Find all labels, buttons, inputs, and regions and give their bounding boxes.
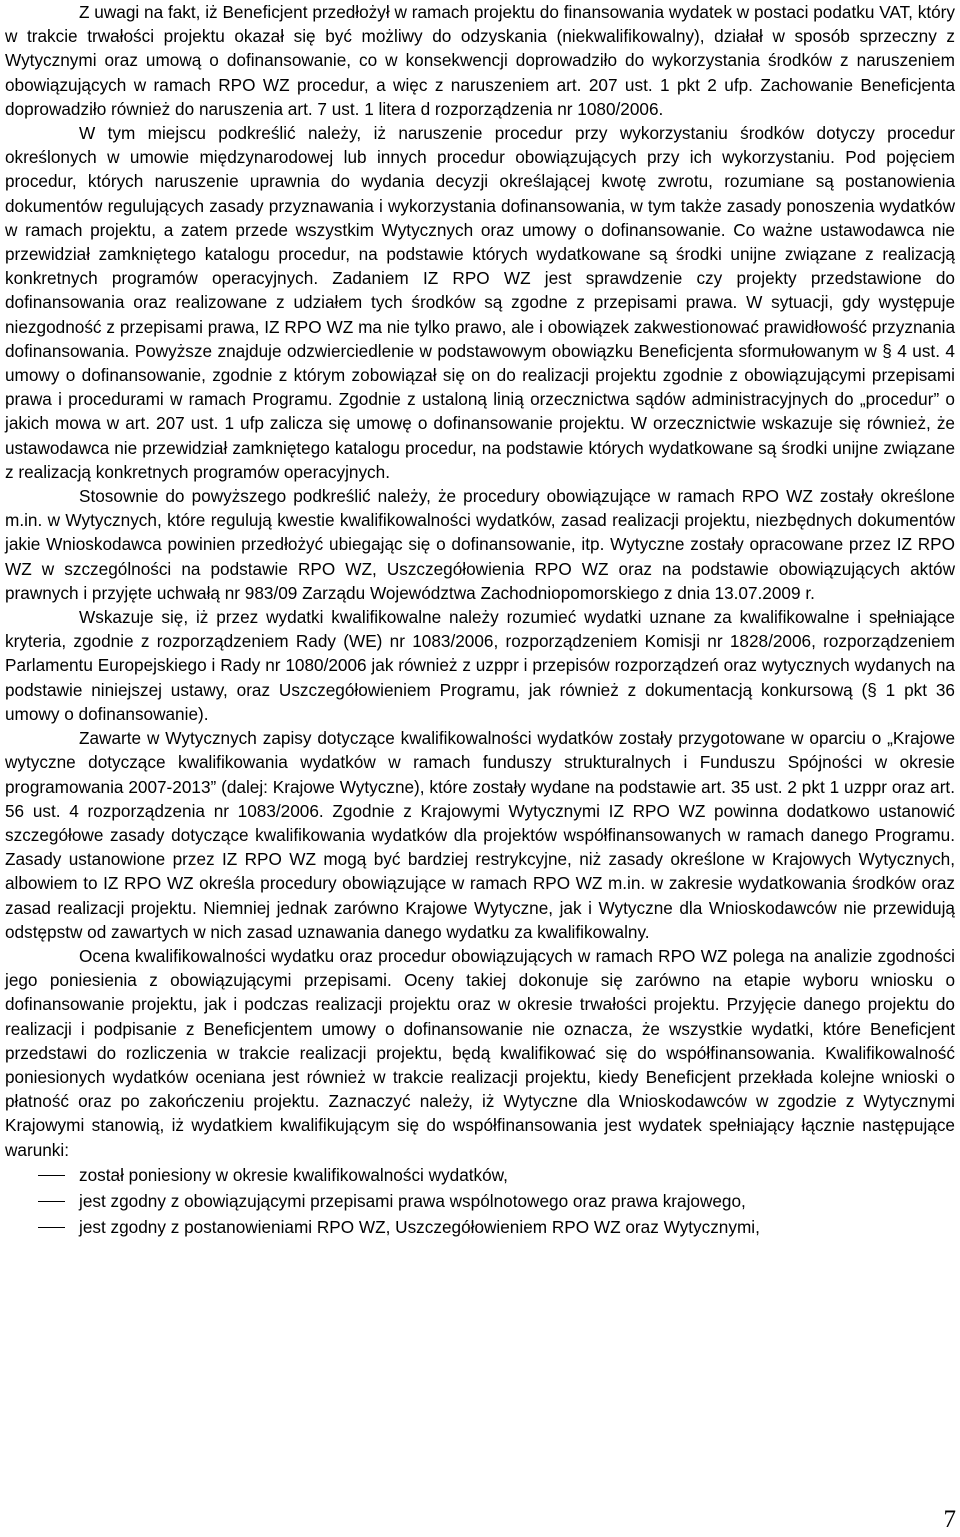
paragraph-procedures: W tym miejscu podkreślić należy, iż naruszenie procedur przy wykorzystaniu środków dotyczy procedur określonych w umowie międzynarodowej lub innych procedur obowiązujących przy ich wykorzystaniu. Pod pojęciem procedur, których naruszenie uprawnia do wydania decyzji określającej kwotę zwrotu, rozumiane są postanowienia dokumentów regulujących zasady przyznawania i wykorzystania dofinansowania, w tym także zasady ponoszenia wydatków w ramach projektu, a zatem przede wszystkim Wytycznych oraz umowy o dofinansowanie. Co ważne ustawodawca nie przewidział zamkniętego katalogu procedur, na podstawie których wydatkowane są środki unijne związane z realizacją konkretnych programów operacyjnych. Zadaniem IZ RPO WZ jest sprawdzenie czy projekty przedstawione do dofinansowania oraz realizowane z udziałem tych środków są zgodne z przepisami prawa. W sytuacji, gdy występuje niezgodność z przepisami prawa, IZ RPO WZ ma nie tylko prawo, ale i obowiązek zakwestionować prawidłowość przyznania dofinansowania. Powyższe znajduje odzwierciedlenie w podstawowym obowiązku Beneficjenta sformułowanym w § 4 ust. 4 umowy o dofinansowanie, zgodnie z którym zobowiązał się on do realizacji projektu zgodnie z obowiązującymi przepisami prawa i procedurami w ramach Programu. Zgodnie z ustaloną linią orzecznictwa sądów administracyjnych do „procedur” o jakich mowa w art. 207 ust. 1 ufp zalicza się umowę o dofinansowanie projektu. W orzecznictwie wskazuje się również, że ustawodawca nie przewidział zamkniętego katalogu procedur, na podstawie których wydatkowane są środki unijne związane z realizacją konkretnych programów operacyjnych.: [5, 123, 955, 482]
conditions-list: [5, 1162, 955, 1240]
dash-bullet-icon: [5, 1214, 79, 1240]
page-number: 7: [943, 1506, 956, 1533]
list-item: [5, 1214, 955, 1240]
paragraph-guidelines: Stosownie do powyższego podkreślić należy, że procedury obowiązujące w ramach RPO WZ zostały określone m.in. w Wytycznych, które regulują kwestie kwalifikowalności wydatków, zasad realizacji projektu, niezbędnych dokumentów jakie Wnioskodawca powinien przedłożyć ubiegając się o dofinansowanie, itp. Wytyczne zostały opracowane przez IZ RPO WZ w szczególności na podstawie RPO WZ, Uszczegółowienia RPO WZ oraz na podstawie obowiązujących aktów prawnych i przyjęte uchwałą nr 983/09 Zarządu Województwa Zachodniopomorskiego z dnia 13.07.2009 r.: [5, 486, 955, 603]
list-item-text: jest zgodny z postanowieniami RPO WZ, Uszczegółowieniem RPO WZ oraz Wytycznymi,: [79, 1216, 760, 1237]
paragraph-eligibility-assessment: Ocena kwalifikowalności wydatku oraz procedur obowiązujących w ramach RPO WZ polega na analizie zgodności jego poniesienia z obowiązującymi przepisami. Oceny takiej dokonuje się zarówno na etapie wyboru wniosku o dofinansowanie projektu, jak i podczas realizacji projektu oraz w okresie trwałości projektu. Przyjęcie danego projektu do realizacji i podpisanie z Beneficjentem umowy o dofinansowanie nie oznacza, że wszystkie wydatki, które Beneficjent przedstawi do rozliczenia w trakcie realizacji projektu, będą kwalifikować się do współfinansowania. Kwalifikowalność poniesionych wydatków oceniana jest również w trakcie realizacji projektu, kiedy Beneficjent przekłada kolejne wnioski o płatność oraz po zakończeniu projektu. Zaznaczyć należy, iż Wytyczne dla Wnioskodawców w zgodzie z Wytycznymi Krajowymi stanowią, iż wydatkiem kwalifikującym się do współfinansowania jest wydatek spełniający łącznie następujące warunki:: [5, 945, 955, 1160]
list-item-text: został poniesiony w okresie kwalifikowalności wydatków,: [79, 1164, 508, 1185]
list-item: [5, 1188, 955, 1214]
paragraph-national-guidelines: Zawarte w Wytycznych zapisy dotyczące kwalifikowalności wydatków zostały przygotowane w oparciu o „Krajowe wytyczne dotyczące kwalifikowania wydatków w ramach funduszy strukturalnych i Funduszu Spójności w okresie programowania 2007-2013” (dalej: Krajowe Wytyczne), które zostały wydane na podstawie art. 35 ust. 2 pkt 1 uzppr oraz art. 56 ust. 4 rozporządzenia nr 1083/2006. Zgodnie z Krajowymi Wytycznymi IZ RPO WZ powinna dodatkowo ustanowić szczegółowe zasady dotyczące kwalifikowania wydatków dla projektów współfinansowanych w ramach danego Programu. Zasady ustanowione przez IZ RPO WZ mogą być bardziej restrykcyjne, niż zasady określone w Krajowych Wytycznych, albowiem to IZ RPO WZ określa procedury obowiązujące w ramach RPO WZ m.in. w zakresie wydatkowania środków oraz zasad realizacji projektu. Niemniej jednak zarówno Krajowe Wytyczne, jak i Wytyczne dla Wnioskodawców nie przewidują odstępstw od zawartych w nich zasad uznawania danego wydatku za kwalifikowalny.: [5, 728, 955, 942]
paragraph-eligible-expenses: Wskazuje się, iż przez wydatki kwalifikowalne należy rozumieć wydatki uznane za kwalifikowalne i spełniające kryteria, zgodnie z rozporządzeniem Rady (WE) nr 1083/2006, rozporządzeniem Komisji nr 1828/2006, rozporządzeniem Parlamentu Europejskiego i Rady nr 1080/2006 jak również z uzppr i przepisów rozporządzeń oraz wytycznych wydanych na podstawie niniejszej ustawy, oraz Uszczegółowieniem Programu, jak również z dokumentacją konkursową (§ 1 pkt 36 umowy o dofinansowanie).: [5, 607, 955, 724]
list-item-text: jest zgodny z obowiązującymi przepisami prawa wspólnotowego oraz prawa krajowego,: [79, 1190, 746, 1211]
dash-bullet-icon: [5, 1188, 79, 1214]
document-page: [5, 0, 955, 1240]
list-item: [5, 1162, 955, 1188]
dash-bullet-icon: [5, 1162, 79, 1188]
paragraph-vat-violation: Z uwagi na fakt, iż Beneficjent przedłożył w ramach projektu do finansowania wydatek w postaci podatku VAT, który w trakcie trwałości projektu okazał się być możliwy do odzyskania (niekwalifikowalny), działał w sposób sprzeczny z Wytycznymi oraz umową o dofinansowanie, co w konsekwencji doprowadziło do wykorzystania środków z naruszeniem obowiązujących w ramach RPO WZ procedur, a więc z naruszeniem art. 207 ust. 1 pkt 2 ufp. Zachowanie Beneficjenta doprowadziło również do naruszenia art. 7 ust. 1 litera d rozporządzenia nr 1080/2006.: [5, 2, 955, 119]
